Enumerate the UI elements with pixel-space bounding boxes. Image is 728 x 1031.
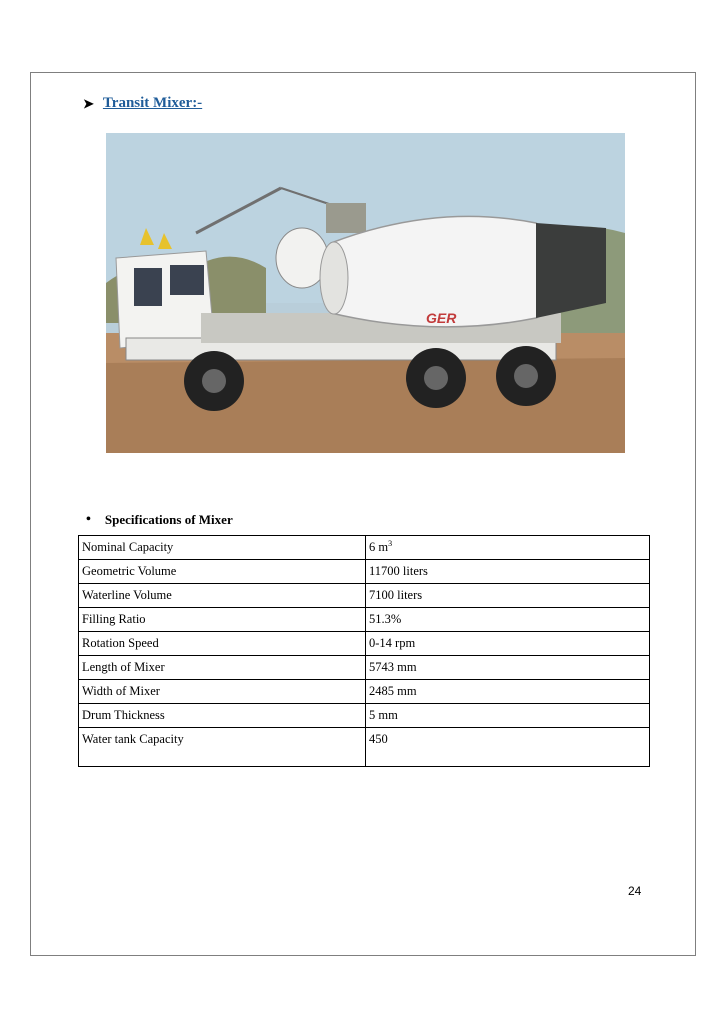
- spec-value: 5 mm: [366, 704, 650, 728]
- transit-mixer-illustration: [106, 133, 625, 453]
- specs-heading: [86, 512, 233, 528]
- spec-value: 6 $m^3$: [366, 536, 650, 560]
- spec-value: 2485 mm: [366, 680, 650, 704]
- spec-label: Drum Thickness: [79, 704, 366, 728]
- spec-label: Width of Mixer: [79, 680, 366, 704]
- arrow-bullet-icon: ➤: [83, 95, 94, 111]
- table-row: [79, 608, 650, 632]
- specs-title: Specifications of Mixer: [104, 512, 233, 527]
- spec-label: Rotation Speed: [79, 632, 366, 656]
- spec-value: 11700 liters: [366, 560, 650, 584]
- table-row: [79, 560, 650, 584]
- table-row: [79, 656, 650, 680]
- spec-value: 51.3%: [366, 608, 650, 632]
- section-title: Transit Mixer:-: [102, 95, 203, 111]
- table-row: [79, 632, 650, 656]
- transit-mixer-photo: [106, 133, 625, 453]
- page-number: 24: [628, 884, 642, 898]
- spec-label: Water tank Capacity: [79, 728, 366, 767]
- spec-value: 0-14 rpm: [366, 632, 650, 656]
- table-row: [79, 704, 650, 728]
- spec-label: Filling Ratio: [79, 608, 366, 632]
- table-row: [79, 680, 650, 704]
- spec-label: Geometric Volume: [79, 560, 366, 584]
- table-row: [79, 728, 650, 767]
- section-heading: [83, 95, 202, 112]
- spec-value: 450: [366, 728, 650, 767]
- drum-marking: GER: [426, 310, 457, 326]
- spec-value: 7100 liters: [366, 584, 650, 608]
- spec-label: Nominal Capacity: [79, 536, 366, 560]
- bullet-icon: •: [86, 512, 91, 527]
- specs-table: [78, 535, 650, 767]
- table-row: [79, 536, 650, 560]
- spec-value: 5743 mm: [366, 656, 650, 680]
- spec-label: Waterline Volume: [79, 584, 366, 608]
- spec-label: Length of Mixer: [79, 656, 366, 680]
- table-row: [79, 584, 650, 608]
